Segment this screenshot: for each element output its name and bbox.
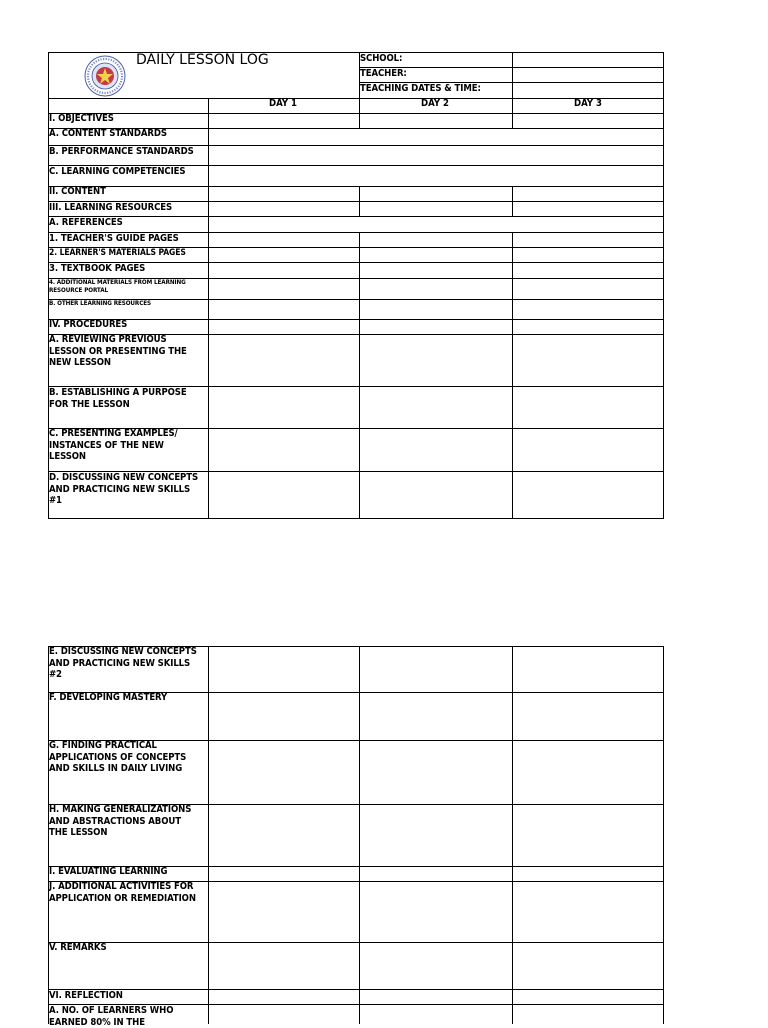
- row-learners-materials: 2. LEARNER'S MATERIALS PAGES: [49, 248, 186, 258]
- row-textbook-pages: 3. TEXTBOOK PAGES: [49, 263, 146, 274]
- row-developing-mastery: F. DEVELOPING MASTERY: [49, 692, 168, 703]
- table-rule: [208, 646, 209, 1024]
- table-rule: [512, 186, 513, 217]
- table-rule: [359, 232, 360, 519]
- table-rule: [208, 98, 209, 519]
- rule: [512, 52, 513, 98]
- row-additional-activities: J. ADDITIONAL ACTIVITIES FOR APPLICATION OR REMEDIATION: [49, 881, 196, 904]
- day-1-header: DAY 1: [269, 98, 297, 109]
- row-procedures: IV. PROCEDURES: [49, 319, 128, 330]
- row-additional-materials: 4. ADDITIONAL MATERIALS FROM LEARNING RESOURCE PORTAL: [49, 279, 186, 294]
- table-rule: [512, 646, 513, 1024]
- row-objectives: I. OBJECTIVES: [49, 113, 114, 124]
- table-rule: [48, 518, 664, 519]
- row-other-resources: B. OTHER LEARNING RESOURCES: [49, 300, 152, 307]
- row-learners-80: A. NO. OF LEARNERS WHO EARNED 80% IN THE: [49, 1005, 174, 1028]
- row-teachers-guide: 1. TEACHER'S GUIDE PAGES: [49, 233, 179, 244]
- teacher-label: TEACHER:: [360, 68, 407, 79]
- row-content: II. CONTENT: [49, 186, 106, 197]
- row-practical-applications: G. FINDING PRACTICAL APPLICATIONS OF CONCEPTS AND SKILLS IN DAILY LIVING: [49, 740, 187, 774]
- row-reflection: VI. REFLECTION: [49, 990, 123, 1001]
- school-label: SCHOOL:: [360, 53, 403, 64]
- table-rule: [512, 98, 513, 129]
- day-3-header: DAY 3: [574, 98, 602, 109]
- row-remarks: V. REMARKS: [49, 942, 107, 953]
- row-presenting-examples: C. PRESENTING EXAMPLES/ INSTANCES OF THE NEW LESSON: [49, 428, 178, 462]
- table-rule: [359, 186, 360, 217]
- row-evaluating-learning: I. EVALUATING LEARNING: [49, 866, 168, 877]
- row-performance-standards: B. PERFORMANCE STANDARDS: [49, 146, 194, 157]
- row-references: A. REFERENCES: [49, 217, 123, 228]
- row-establishing-purpose: B. ESTABLISHING A PURPOSE FOR THE LESSON: [49, 387, 187, 410]
- page-title: DAILY LESSON LOG: [136, 52, 269, 68]
- table-rule: [359, 646, 360, 1024]
- table-rule: [663, 646, 664, 1024]
- table-rule: [48, 216, 664, 217]
- dates-label: TEACHING DATES & TIME:: [360, 83, 481, 94]
- row-reviewing-previous: A. REVIEWING PREVIOUS LESSON OR PRESENTING THE NEW LESSON: [49, 334, 187, 368]
- rule: [663, 52, 664, 519]
- table-rule: [48, 113, 664, 114]
- row-learning-competencies: C. LEARNING COMPETENCIES: [49, 166, 186, 177]
- deped-seal-icon: [84, 55, 126, 97]
- table-rule: [48, 989, 664, 990]
- row-discussing-concepts-1: D. DISCUSSING NEW CONCEPTS AND PRACTICING NEW SKILLS #1: [49, 472, 199, 506]
- table-rule: [48, 942, 664, 943]
- table-rule: [512, 232, 513, 519]
- table-rule: [48, 319, 664, 320]
- row-content-standards: A. CONTENT STANDARDS: [49, 128, 167, 139]
- row-generalizations: H. MAKING GENERALIZATIONS AND ABSTRACTIONS ABOUT THE LESSON: [49, 804, 192, 838]
- table-rule: [359, 98, 360, 129]
- table-rule: [48, 186, 664, 187]
- row-discussing-concepts-2: E. DISCUSSING NEW CONCEPTS AND PRACTICING NEW SKILLS #2: [49, 646, 197, 680]
- day-2-header: DAY 2: [421, 98, 449, 109]
- row-learning-resources: III. LEARNING RESOURCES: [49, 202, 173, 213]
